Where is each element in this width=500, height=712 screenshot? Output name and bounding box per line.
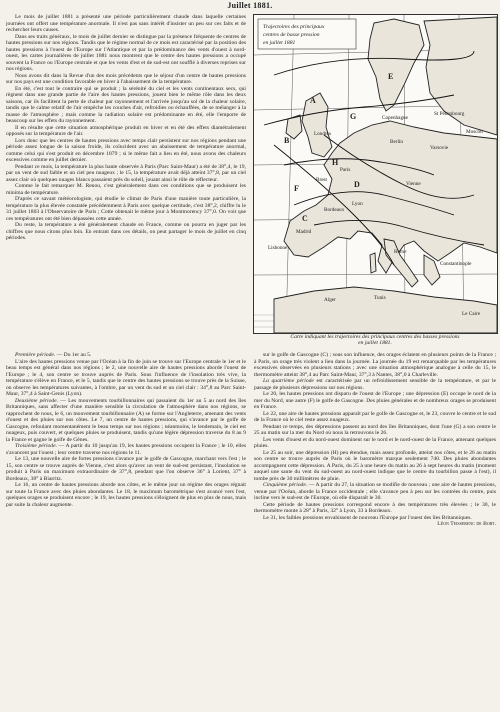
paragraph bbox=[254, 502, 496, 515]
paragraph: Dans ses traits généraux, le mois de juillet dernier se distingue par la présence fréquente de centres de hautes pressions sur nos régions. Tandis que le régime normal de ce mois est caractérisé par la position des hautes pressions à l'ouest de l'Europe sur l'Atlantique et par la prédominance des vents d'ouest à nord-ouest, les cartes journalières de juillet 1881 nous montrent que le centre des hautes pressions a occupé souvent la France ou l'Europe centrale et que les vents d'est et de sud-est ont soufflé à diverses reprises sur nos régions. bbox=[6, 33, 246, 72]
paragraph: Pendant ce mois, la température la plus haute observée à Paris (Parc Saint-Maur) a été de 38°,4, le 19, par un vent de sud faible et un ciel peu nuageux ; le 15, la température avait déjà atteint 37°,8, par un ciel assez clair où quelques nuages blancs passaient près du soleil, jouant ainsi le rôle de réflecteur. bbox=[6, 163, 246, 183]
paragraph-text: — A partir du 27, la situation se modifie de nouveau ; une aire de hautes pressions, venue par l'Océan, aborde la France occidentale ; elle s'avance peu à peu sur les contrées du centre, puis incline vers le sud-est de l'Europe, où elle disparaît le 30. bbox=[254, 482, 496, 501]
place-label: Varsovie bbox=[430, 145, 449, 151]
map-legend-line3: en juillet 1881 bbox=[263, 40, 296, 46]
map-figure bbox=[253, 14, 498, 334]
paragraph-text: — A partir du 10 jusqu'au 19, les hautes pressions occupent la France ; le 10, elles s'avancent par l'ouest ; leur centre traverse nos régions le 11. bbox=[6, 443, 246, 456]
map-legend-line1: Trajectoires des principaux bbox=[263, 24, 325, 30]
period-label: Première période. bbox=[15, 352, 56, 358]
paragraph-text: Le 25 au soir, une dépression (H) peu étendue, mais assez profonde, atteint nos côtes, et le 26 au matin son centre se trouve auprès de Paris où le baromètre marque seulement 740. Des pluies abondantes accompagnent cette dépression. A Paris, du 25 à une heure du matin au 26 à sept heures du matin (moment auquel une saute du vent du sud-ouest au nord-ouest indique que le centre du tourbillon passe à l'est), il tombe près de 30 millimètres de pluie. bbox=[254, 449, 496, 482]
place-label: Lyon bbox=[352, 201, 363, 207]
paragraph-text: Le 31, les faibles pressions envahissent de nouveau l'Europe par l'ouest des îles Britanniques. bbox=[263, 514, 472, 521]
track-letter-c: C bbox=[302, 214, 308, 223]
paragraph: Nous avons dit dans la Revue d'un des mois précédents que le séjour d'un centre de hautes pressions sur nos pays est une condition favorable en hiver à l'abaissement de la température. bbox=[6, 72, 246, 85]
place-label: St Pétersbourg bbox=[434, 111, 465, 117]
track-letter-h: H bbox=[332, 158, 339, 167]
track-letter-b: B bbox=[284, 136, 290, 145]
paragraph bbox=[254, 411, 496, 424]
place-label: Lisbonne bbox=[268, 245, 288, 251]
paragraph-text: Le 16, un centre de hautes pressions aborde nos côtes, et le même jour un régime des orages régnait sur toute la France avec des pluies abondantes. Le 18, le maximum barométrique s'est avancé vers l'est, quelques orages se produisent encore ; le 19, les hautes pressions s'éloignent de plus en plus de nous, mais par suite la chaleur augmente. bbox=[6, 482, 246, 508]
track-letter-d: D bbox=[354, 180, 360, 189]
period-label: Deuxième période. bbox=[15, 397, 59, 404]
period-label: La quatrième période bbox=[263, 378, 314, 384]
page-header: Juillet 1881. bbox=[227, 1, 273, 10]
paragraph: Le mois de juillet 1881 a présenté une période particulièrement chaude dans laquelle certaines journées ont offert une température anormale. Il n'est pas sans intérêt d'insister un peu sur ces faits et de rechercher leurs causes. bbox=[6, 14, 246, 33]
map-drawing bbox=[254, 15, 497, 333]
paragraph: En été, c'est tout le contraire qui se produit ; la sérénité du ciel et les vents continentaux secs, qui règnent dans une grande partie de l'aire des hautes pressions, jouent bien le même rôle dans les deux saisons, car ils facilitent la perte de chaleur par rayonnement et l'arrivée jusqu'au sol de la chaleur solaire, tandis que le calme relatif de l'air empêche les couches d'air, refroidies ou échauffées, de se mélanger à la masse de l'atmosphère ; mais comme la radiation solaire est prédominante en été, elle l'emporte de beaucoup sur les effets du rayonnement. bbox=[6, 85, 246, 124]
paragraph-text: Les vents d'ouest et du nord-ouest dominent sur le nord et le nord-ouest de la France, amenant quelques pluies. bbox=[254, 436, 496, 449]
place-label: Alger bbox=[324, 297, 336, 303]
paragraph bbox=[254, 352, 496, 378]
paragraph-text: — Les mouvements tourbillonnaires qui passaient du 1er au 5 au nord des îles Britanniques, sans affecter d'une manière sensible la circulation de l'atmosphère dans nos régions, se rapprochent de nous, le 6, un mouvement tourbillonnaire (A) se forme sur l'Angleterre, amenant des vents d'ouest et des pluies sur nos côtes. Le 7, un centre de hautes pressions, qui s'avance par le golfe de Gascogne, refoulant momentanément le beau temps sur nos régions ; néanmoins, le lendemain, le ciel est nuageux, puis couvert, et quelques pluies se produisent, tandis qu'une légère dépression traverse du 8 au 9 la France et gagne le golfe de Gênes. bbox=[6, 397, 246, 443]
place-label: Tunis bbox=[374, 295, 386, 301]
paragraph-text: L'aire des hautes pressions venue par l'Océan à la fin de juin se trouve sur l'Europe centrale le 1er et le beau temps est général dans nos régions ; le 2, une nouvelle aire de hautes pressions aborde l'ouest de l'Europe ; le 4, son centre se trouve auprès de Paris. Sous l'influence de l'insolation très vive, la température s'élève en France, et le 5, tandis que le centre des hautes pressions se trouve près de la Suisse, on observe les températures suivantes, à l'ombre, par un vent du sud et un ciel clair : 34°,8 au Parc Saint-Maur, 37°,4 à Saint-Genis (Lyon). bbox=[6, 358, 246, 397]
caption-line1: Carte indiquant les trajectoires des principaux centres des basses pressions bbox=[290, 334, 460, 340]
paragraph bbox=[254, 424, 496, 437]
track-letter-f: F bbox=[294, 184, 299, 193]
place-label: Madrid bbox=[296, 229, 312, 235]
periods-column-left bbox=[6, 352, 246, 710]
periods-column-right bbox=[254, 352, 496, 710]
paragraph-text: Pendant ce temps, des dépressions passent au nord des îles Britanniques, dont l'une (G) a son centre le 25 au matin sur la mer du Nord où nous la retrouvons le 26. bbox=[254, 423, 496, 436]
paragraph bbox=[6, 456, 246, 482]
intro-column bbox=[6, 14, 246, 351]
track-letter-a: A bbox=[310, 96, 316, 105]
paragraph-text: sur le golfe de Gascogne (C) ; sous son influence, des orages éclatent en plusieurs points de la France ; à Paris, un orage très violent a lieu dans la journée. La journée du 19 est remarquable par les températures excessives observées en plusieurs stations ; avec une situation atmosphérique analogue à celle du 15, le thermomètre atteint 38°,4 au Parc Saint-Maur, 37°,3 à Nantes, 38°,0 à Charleville. bbox=[254, 352, 496, 378]
paragraph-text: Le 20, les hautes pressions ont disparu de l'ouest de l'Europe ; une dépression (E) occupe le nord de la mer du Nord, une autre (F) le golfe de Gascogne. Des pluies générales et de nombreux orages se produisent en France. bbox=[254, 391, 496, 410]
paragraph-text: Le 13, une nouvelle aire de fortes pressions s'avance par le golfe de Gascogne, marchant vers l'est ; le 15, son centre se trouve auprès de Vienne, c'est alors qu'avec un vent de sud-est persistant, l'insolation se produit à Paris un maximum extraordinaire de 37°,8, pendant que l'on observe 36° à Lorient, 37° à Bordeaux, 38° à Biarritz. bbox=[6, 456, 246, 482]
map-legend-line2: centres de basse pression bbox=[263, 32, 320, 38]
place-label: Londres bbox=[314, 131, 331, 137]
map-caption bbox=[254, 334, 496, 347]
place-label: Rome bbox=[394, 249, 407, 255]
paragraph bbox=[6, 482, 246, 508]
caption-line2: en juillet 1881. bbox=[358, 340, 392, 347]
track-letter-g: G bbox=[350, 112, 357, 121]
paragraph bbox=[254, 437, 496, 450]
place-label: Constantinople bbox=[440, 261, 472, 267]
paragraph-text: — Du 1er au 5. bbox=[56, 352, 92, 358]
place-label: Vienne bbox=[406, 181, 421, 187]
paragraph: Du reste, la température a été généralement chaude en France, comme on pourra en juger par les chiffres que nous citons plus loin. En entrant dans ces détails, on peut partager le mois de juillet en cinq périodes. bbox=[6, 222, 246, 241]
author-signature: Léon Teisserenc de Bort. bbox=[437, 521, 496, 527]
track-letter-e: E bbox=[388, 72, 394, 81]
paragraph: Comme le fait remarquer M. Renou, c'est généralement dans ces conditions que se produisent les minima de température. bbox=[6, 183, 246, 196]
place-label: Moscou bbox=[466, 129, 483, 135]
period-label: Troisième période. bbox=[15, 443, 57, 449]
paragraph: Il en résulte que cette situation atmosphérique produit en hiver et en été des effets diamétralement opposés sur la température de l'air. bbox=[6, 124, 246, 137]
paragraph bbox=[254, 378, 496, 391]
paragraph: Lors donc que les centres de hautes pressions avec temps clair persistent sur nos régions pendant une période assez longue de la saison froide, ils coïncident avec un abaissement de température anormal, comme celui qui s'est produit en décembre 1879 ; si le même fait a lieu en été, nous avons des chaleurs excessives comme en juillet dernier. bbox=[6, 137, 246, 163]
period-label: Cinquième période. bbox=[263, 482, 308, 488]
place-label: Copenhague bbox=[382, 115, 408, 121]
paragraph-text: est caractérisée par un refroidissement sensible de la température, et par le passage de plusieurs dépressions sur nos régions. bbox=[254, 378, 496, 391]
paragraph-text: Le 22, une aire de hautes pressions apparaît par le golfe de Gascogne et, le 23, couvre le centre et le sud de la France où le ciel reste assez nuageux. bbox=[254, 410, 496, 423]
place-label: Le Caire bbox=[462, 311, 481, 317]
place-label: Paris bbox=[340, 167, 351, 173]
paragraph bbox=[254, 482, 496, 502]
paragraph bbox=[254, 391, 496, 411]
place-label: Bordeaux bbox=[324, 207, 345, 213]
paragraph bbox=[6, 359, 246, 398]
place-label: Brest bbox=[316, 177, 327, 183]
paragraph: D'après ce savant météorologiste, qui étudie le climat de Paris d'une manière toute particulière, la température la plus élevée constatée précédemment à Paris avec quelque certitude, c'est 38°,2, chiffre lu le 31 juillet 1803 à l'Observatoire de Paris ; Cotte obtenait le même jour à Montmorency 37°,0. On voit que ces températures ont été bien dépassées cette année. bbox=[6, 196, 246, 222]
paragraph bbox=[254, 450, 496, 483]
paragraph bbox=[6, 443, 246, 456]
paragraph bbox=[6, 398, 246, 444]
paragraph-text: Cette période de hautes pressions correspond encore à des températures très élevées ; le 30, le thermomètre monte à 28° à Paris, 32° à Lyon, 33 à Bordeaux. bbox=[254, 501, 496, 514]
place-label: Berlin bbox=[390, 139, 403, 145]
